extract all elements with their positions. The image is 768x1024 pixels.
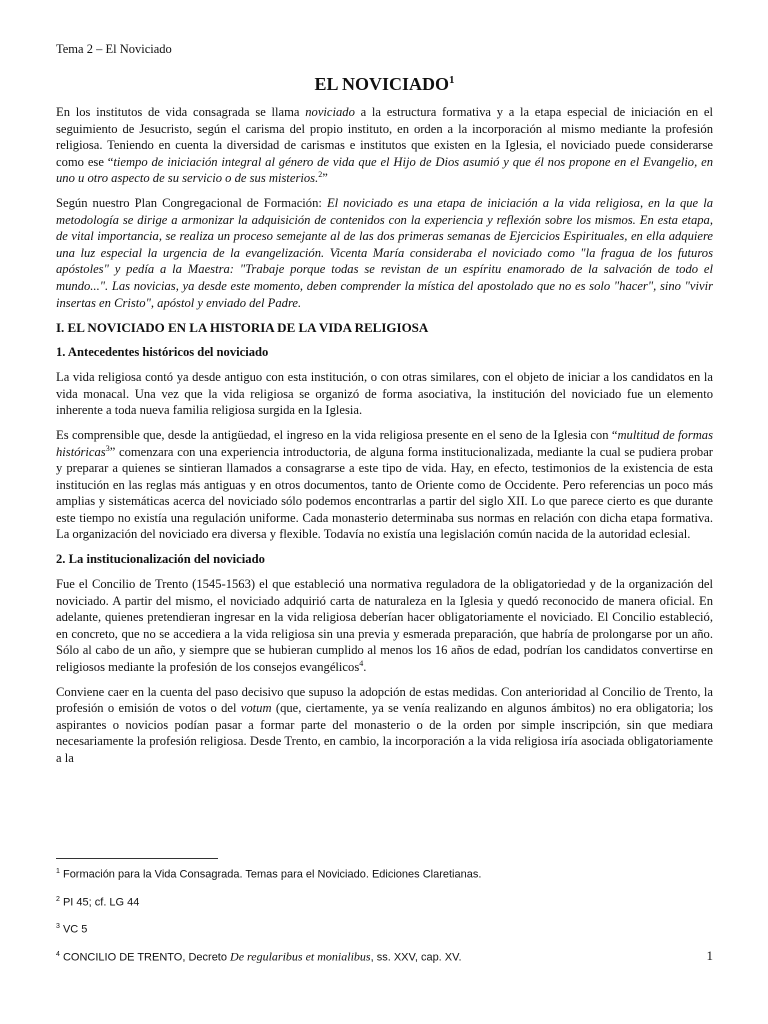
footnote-number: 4 [56,950,60,958]
text-run: Fue el Concilio de Trento (1545-1563) el que estableció una normativa reguladora de la obligatoriedad y de la organización del noviciado. A partir del mismo, el noviciado adquirió carta de naturaleza en la Iglesia y quedó reconocido de manera oficial. En adelante, quienes pretendieran ingresar en la vida religiosa deberían hacer obligatoriamente el noviciado. El Concilio estableció, en concreto, que no se accediera a la vida religiosa sin una previa y esmerada preparación, que habría de prolongarse por un año. Sólo al cabo de un año, y siempre que se hubieran cumplido al menos los 16 años de edad, podrían los candidatos convertirse en religiosos mediante la profesión de los consejos evangélicos [56,577,713,675]
footnote-text: PI 45; cf. LG 44 [62,896,140,909]
text-run: ” comenzara con una experiencia introductoria, de alguna forma institucionalizada, mediante la cual se pudiera probar y preparar a quienes se sintieran llamados a consagrarse a este tipo de vida. Hay, en efecto, testimonios de la existencia de esta institución en las reglas más antiguas y en otros documentos, tanto de Oriente como de Occidente. Pero referencias un poco más amplias y sistemáticas acerca del noviciado sólo podemos encontrarlas a partir del siglo XII. Lo que parece cierto es que durante este tiempo no existía una regulación uniforme. Cada monasterio determinaba sus normas en relación con dicha etapa formativa. La organización del noviciado era diversa y flexible. Todavía no existía una legislación común nacida de la autoridad eclesial. [56,444,713,542]
footnote-number: 2 [56,895,60,903]
footnote-text: VC 5 [62,923,88,936]
running-head: Tema 2 – El Noviciado [56,42,172,56]
footnote-text: CONCILIO DE TRENTO, Decreto [62,951,231,964]
footnote-number: 1 [56,868,60,875]
footnotes [56,858,713,976]
text-run: . [363,660,367,675]
text-run: Es comprensible que, desde la antigüedad, el ingreso en la vida religiosa presente en el seno de la Iglesia con “ [56,427,618,442]
italic-quote: tiempo de iniciación integral al género de vida que el Hijo de Dios asumió y que él nos propone en el Evangelio, en uno u otro aspecto de su servicio o de sus misterios. [56,154,713,186]
text-run: (que, ciertamente, ya se venía realizando en algunos ámbitos) no era obligatoria; los aspirantes o novicios podían pasar a formar parte del monasterio o de la orden por simple inscripción, sin que mediara necesariamente la profesión religiosa. Desde Trento, en cambio, la incorporación a la vida religiosa iría asociada obligatoriamente a la [56,701,714,765]
paragraph: La vida religiosa contó ya desde antiguo con esta institución, o con otras similares, con el objeto de iniciar a los candidatos en la vida monacal. Una vez que la vida religiosa se organizó de forma asociativa, la institución del noviciado fue un elemento inherente a toda nueva familia religiosa surgida en la Iglesia. [56,370,713,418]
paragraph [56,684,713,767]
text-run: Conviene caer en la cuenta del paso decisivo que supuso la adopción de estas medidas. Con anterioridad al Concilio de Trento, la profesión o emisión de votos o del [56,684,713,716]
italic-quote: multitud de formas históricas [56,427,714,459]
document-body [56,104,713,775]
footnote-italic: De regularibus et monialibus [230,949,371,964]
footnote-ref-3[interactable]: 3 [105,443,110,453]
page-number: 1 [706,948,713,963]
italic-term: votum [240,701,272,716]
paragraph [56,427,713,543]
paragraph [56,576,713,676]
footnote-ref-4[interactable]: 4 [359,658,364,668]
text-run: a la estructura formativa y a la etapa especial de iniciación en el seguimiento de Jesucristo, según el carisma del propio instituto, en orden a la incorporación al mismo mediante la profesión religiosa. Teniendo en cuenta la diversidad de carismas e institutos que existen en la Iglesia, el noviciado puede considerarse como ese “ [56,105,713,169]
italic-term: noviciado [305,105,355,119]
footnote-1 [56,865,713,882]
text-run: En los institutos de vida consagrada se llama [56,105,306,119]
section-heading: I. EL NOVICIADO EN LA HISTORIA DE LA VIDA RELIGIOSA [56,320,429,336]
footnote-ref-1[interactable]: 1 [449,74,455,86]
subsection-heading-2: 2. La institucionalización del noviciado [56,552,265,567]
italic-quote: El noviciado es una etapa de iniciación a la vida religiosa, en la que la metodología se dirige a armonizar la adquisición de contenidos con la experiencia y reflexión sobre los mismos. En esta etapa, de vital importancia, se realiza un proceso semejante al de las dos primeras semanas de Ejercicios Espirituales, en ella adquiere una luz especial la urgencia de la evangelización. Vicenta María consideraba el noviciado como "la fragua de los futuros apóstoles" y pedía a la Maestra: "Trabaje porque todas se revistan de un espíritu enamorado de la salvación de todo el mundo...". Las novicias, ya desde este momento, deben comprender la mística del apostolado que no es solo "hacer", sino "vivir insertas en Cristo", apóstol y enviado del Padre. [56,195,713,310]
footnote-3 [56,920,713,937]
text-run: ” [322,171,328,186]
footnote-text: , ss. XXV, cap. XV. [370,951,462,964]
footnote-separator [56,858,218,859]
text-run: Según nuestro Plan Congregacional de Formación: [56,195,327,210]
intro-paragraph-2 [56,195,713,311]
footnote-2 [56,893,713,910]
document-title-text: EL NOVICIADO [314,74,450,94]
footnote-ref-2[interactable]: 2 [318,170,323,180]
document-page [56,0,713,1024]
intro-paragraph-1 [56,104,713,187]
document-title [56,74,713,95]
subsection-heading-1: 1. Antecedentes históricos del noviciado [56,345,269,360]
footnote-4 [56,948,713,965]
footnote-number: 3 [56,923,60,931]
footnote-text: Formación para la Vida Consagrada. Temas para el Noviciado. Ediciones Claretianas. [62,868,482,881]
